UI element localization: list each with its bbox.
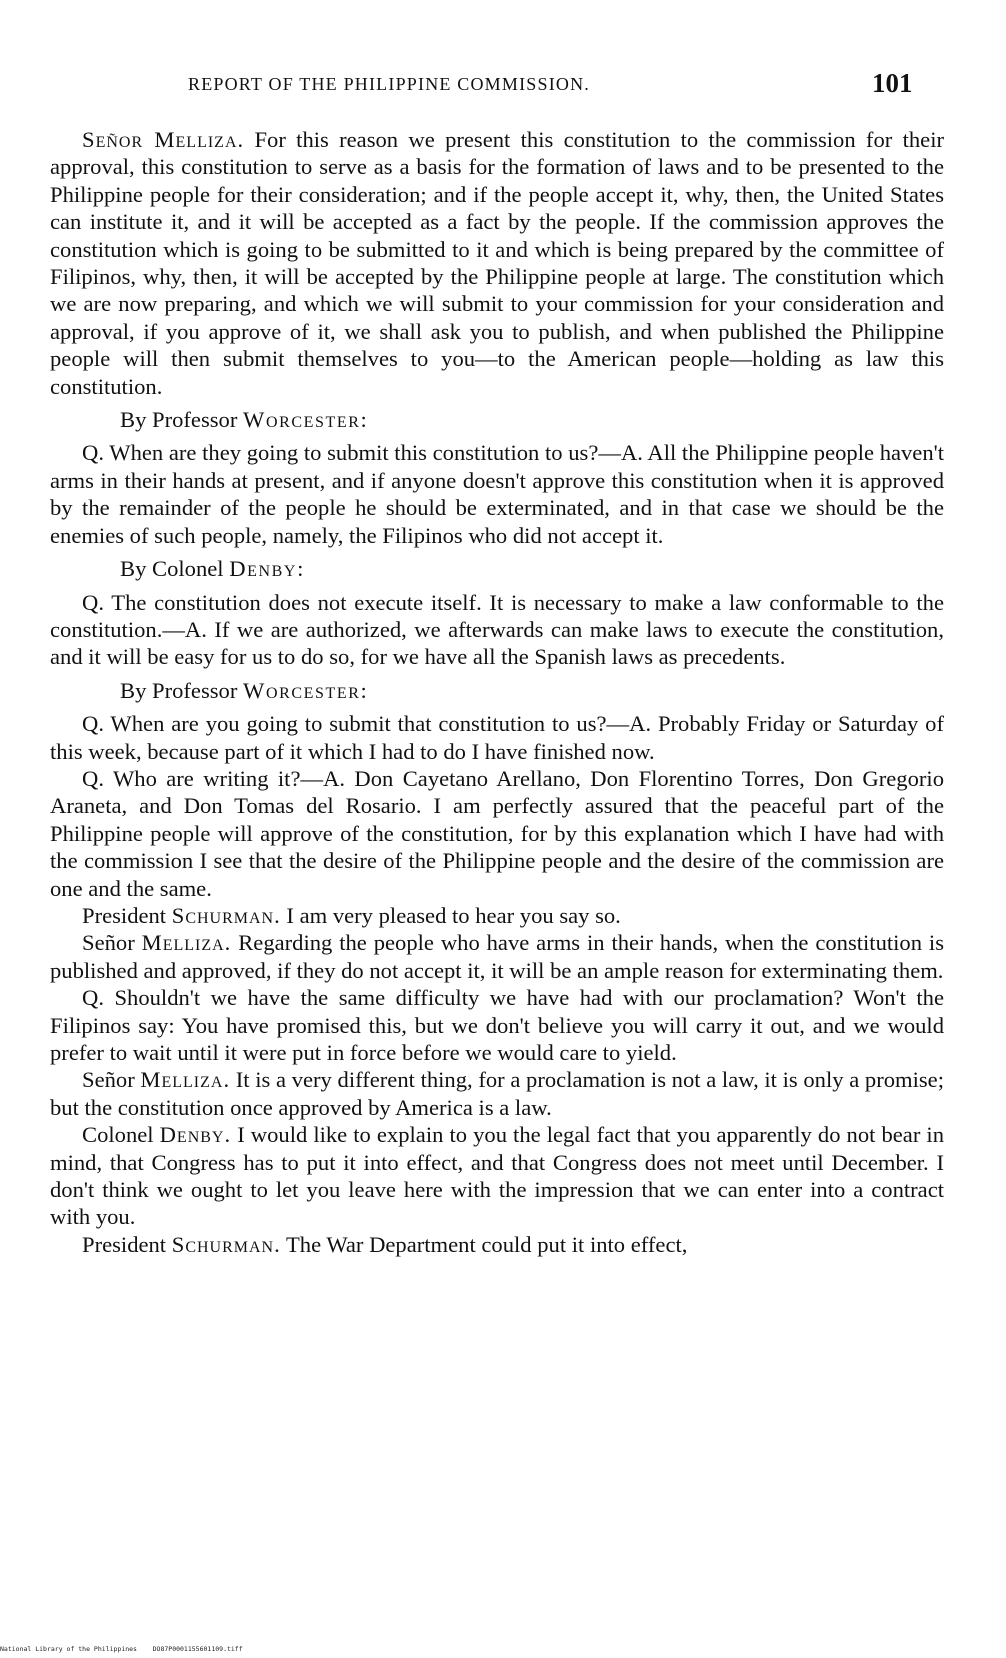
statement-schurman <box>50 902 944 929</box>
statement-schurman <box>50 1231 944 1258</box>
examiner-name: Denby: <box>229 556 305 582</box>
examiner-prefix: By Colonel <box>120 556 230 582</box>
speaker-name: Señor Melliza. <box>82 127 245 152</box>
paragraph-text: For this reason we present this constitution to the commission for their approval, this constitution to serve as a basis for the formation of laws and to be presented to the Philippine people for their consideration; and if the people accept it, why, then, the United States can institute it, and it will be accepted as a fact by the people. If the commission approves the constitution which is going to be submitted to it and which is being prepared by the committee of Filipinos, why, then, it will be accepted by the Philippine people at large. The constitution which we are now preparing, and which we will submit to your commission for your consideration and approval, if you approve of it, we shall ask you to publish, and when published the Philippine people will then submit themselves to you—to the American people—holding as law this constitution. <box>50 127 944 399</box>
speaker-prefix: President <box>82 1231 172 1257</box>
paragraph-text: It is a very different thing, for a proclamation is not a law, it is only a promise; but the constitution once approved by America is a law. <box>50 1067 944 1120</box>
speaker-prefix: President <box>82 902 172 928</box>
paragraph-text: I am very pleased to hear you say so. <box>280 902 621 928</box>
paragraph-text: The War Department could put it into effect, <box>280 1231 688 1257</box>
examiner-heading <box>50 677 944 704</box>
document-body <box>50 126 944 1258</box>
statement-melliza <box>50 1066 944 1121</box>
examiner-prefix: By Professor <box>120 407 244 433</box>
examiner-prefix: By Professor <box>120 677 244 703</box>
speaker-name: Denby. <box>159 1122 232 1148</box>
examiner-name: Worcester: <box>243 407 369 433</box>
paragraph-melliza-1 <box>50 126 944 400</box>
speaker-prefix: Señor <box>82 1067 141 1093</box>
question-answer: Q. Shouldn't we have the same difficulty we have had with our proclamation? Won't the Filipinos say: You have promised this, but we don't believe you will carry it out, and we would prefer to wait until it were put in force before we would care to yield. <box>50 985 944 1065</box>
question-answer: Q. Who are writing it?—A. Don Cayetano Arellano, Don Florentino Torres, Don Gregorio Araneta, and Don Tomas del Rosario. I am perfectly assured that the peaceful part of the Philippine people will approve of the constitution, for by this explanation which I have had with the commission I see that the desire of the Philippine people and the desire of the commission are one and the same. <box>50 765 944 901</box>
page-number: 101 <box>872 68 913 98</box>
paragraph-text: Regarding the people who have arms in their hands, when the constitution is published and approved, if they do not accept it, it will be an ample reason for exterminating them. <box>50 930 944 983</box>
library-credit: National Library of the Philippines <box>0 1645 137 1653</box>
statement-melliza <box>50 929 944 984</box>
question-answer: Q. The constitution does not execute itself. It is necessary to make a law conformable to the constitution.—A. If we are authorized, we afterwards can make laws to execute the constitution, and it will be easy for us to do so, for we have all the Spanish laws as precedents. <box>50 589 944 670</box>
question-answer: Q. When are they going to submit this constitution to us?—A. All the Philippine people haven't arms in their hands at present, and if anyone doesn't approve this constitution when it is approved by the remainder of the people he should be exterminated, and in that case we should be the enemies of such people, namely, the Filipinos who did not accept it. <box>50 440 944 548</box>
running-title: REPORT OF THE PHILIPPINE COMMISSION. <box>188 74 591 94</box>
question-answer: Q. When are you going to submit that constitution to us?—A. Probably Friday or Saturday of this week, because part of it which I had to do I have finished now. <box>50 711 944 764</box>
scan-footer <box>0 1645 243 1653</box>
speaker-prefix: Colonel <box>82 1122 160 1148</box>
examiner-heading <box>50 406 944 433</box>
speaker-prefix: Señor <box>82 930 142 956</box>
speaker-name: Melliza. <box>140 1067 231 1093</box>
examiner-name: Worcester: <box>243 677 369 703</box>
speaker-name: Melliza. <box>141 930 232 956</box>
file-identifier: DO87P0001155601109.tiff <box>152 1645 243 1653</box>
examiner-heading <box>50 555 944 582</box>
speaker-name: Schurman. <box>171 902 281 928</box>
speaker-name: Schurman. <box>171 1231 281 1257</box>
statement-denby <box>50 1121 944 1231</box>
paragraph-text: I would like to explain to you the legal fact that you apparently do not bear in mind, that Congress has to put it into effect, and that Congress does not meet until December. I don't think we ought to let you leave here with the impression that we can enter into a contract with you. <box>50 1122 944 1230</box>
